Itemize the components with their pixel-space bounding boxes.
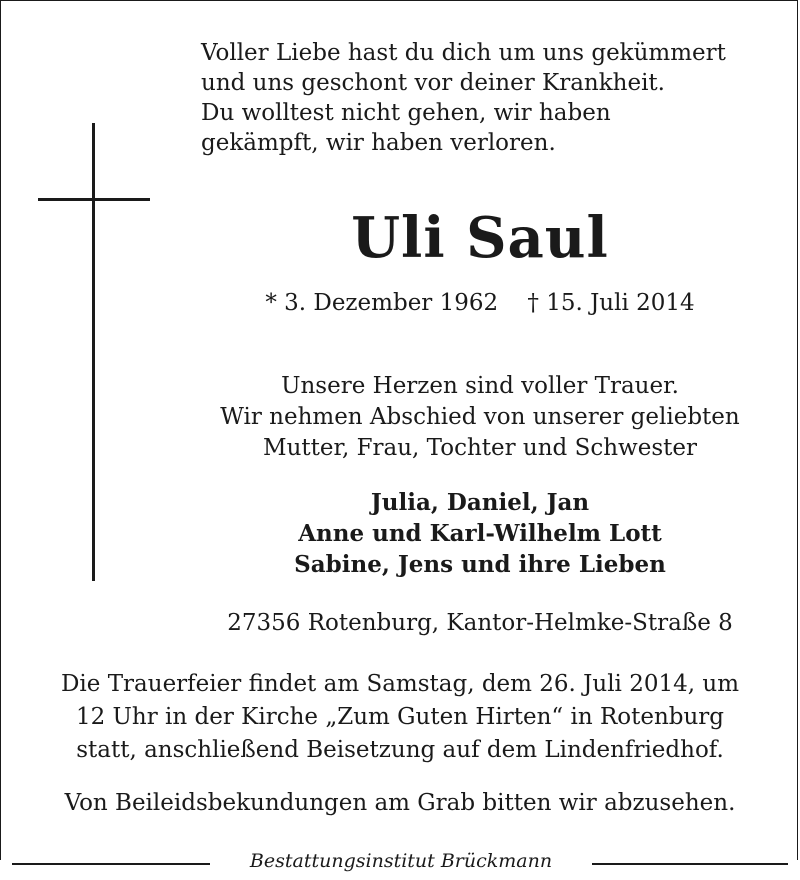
address: 27356 Rotenburg, Kantor-Helmke-Straße 8 xyxy=(227,610,733,636)
family-names xyxy=(200,487,760,580)
cross-icon-bar xyxy=(38,198,150,201)
poem-line: und uns geschont vor deiner Krankheit. xyxy=(201,70,665,96)
poem-line: gekämpft, wir haben verloren. xyxy=(201,130,556,156)
footer xyxy=(0,846,800,876)
family-line: Sabine, Jens und ihre Lieben xyxy=(294,551,666,578)
poem-line: Voller Liebe hast du dich um uns gekümmert xyxy=(201,40,726,66)
funeral-line: Die Trauerfeier findet am Samstag, dem 26. Juli 2014, um xyxy=(60,671,740,697)
closing-note: Von Beileidsbekundungen am Grab bitten wir abzusehen. xyxy=(64,790,736,816)
footer-rule-right xyxy=(592,863,788,865)
family-line: Anne und Karl-Wilhelm Lott xyxy=(298,520,662,547)
funeral-info xyxy=(0,668,800,767)
mourning-line: Mutter, Frau, Tochter und Schwester xyxy=(263,435,697,461)
mourning-line: Wir nehmen Abschied von unserer geliebten xyxy=(220,404,740,430)
mourning-text xyxy=(200,371,760,464)
deceased-name: Uli Saul xyxy=(351,205,609,271)
funeral-line: 12 Uhr in der Kirche „Zum Guten Hirten“ in Rotenburg xyxy=(75,704,725,730)
cross-icon xyxy=(92,123,95,581)
poem xyxy=(201,38,726,158)
life-dates: * 3. Dezember 1962 † 15. Juli 2014 xyxy=(265,290,695,316)
family-line: Julia, Daniel, Jan xyxy=(370,489,590,516)
funeral-home-name: Bestattungsinstitut Brückmann xyxy=(210,846,592,876)
footer-rule-left xyxy=(12,863,210,865)
funeral-line: statt, anschließend Beisetzung auf dem Lindenfriedhof. xyxy=(76,737,724,763)
mourning-line: Unsere Herzen sind voller Trauer. xyxy=(281,373,679,399)
poem-line: Du wolltest nicht gehen, wir haben xyxy=(201,100,611,126)
